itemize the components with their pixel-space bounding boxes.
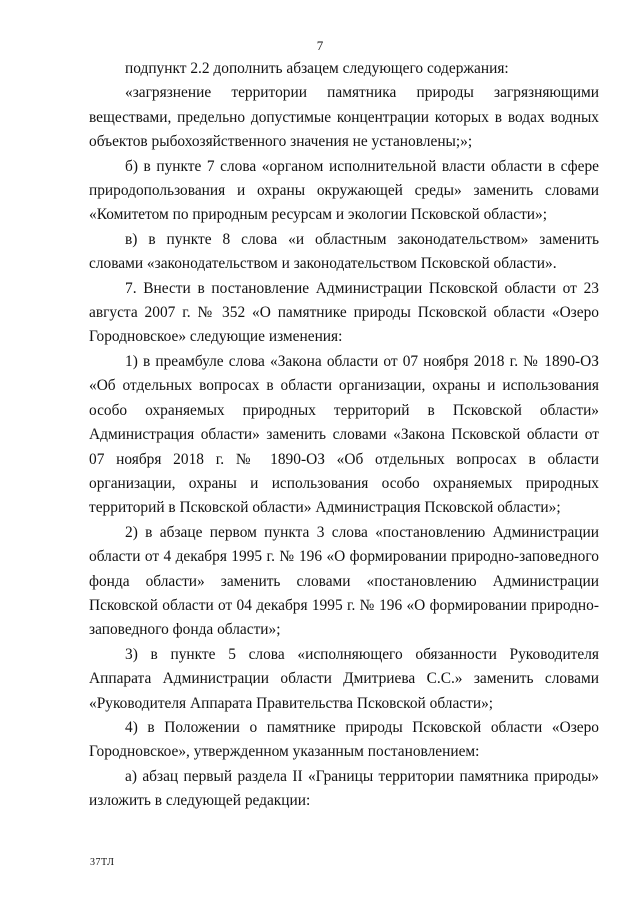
- paragraph-change-2: 2) в абзаце первом пункта 3 слова «постановлению Администрации области от 4 декабря 1995 г. № 196 «О формировании природно-заповедного фонда области» заменить словами «постановлению Администрации Псковской области от 04 декабря 1995 г. № 196 «О формировании природно-заповедного фонда области»;: [89, 523, 599, 639]
- document-body: [89, 57, 599, 814]
- paragraph-subpoint-2-2: подпункт 2.2 дополнить абзацем следующего содержания:: [125, 60, 509, 77]
- paragraph-item-v: в) в пункте 8 слова «и областным законодательством» заменить словами «законодательством и законодательством Псковской области».: [89, 230, 599, 273]
- paragraph-change-4: 4) в Положении о памятнике природы Псковской области «Озеро Городновское», утвержденном указанным постановлением:: [89, 718, 599, 761]
- paragraph-pollution-quote: «загрязнение территории памятника природы загрязняющими веществами, предельно допустимые концентрации которых в водах водных объектов рыбохозяйственного значения не установлены;»;: [89, 84, 599, 151]
- footer-code: 37ТЛ: [90, 857, 115, 868]
- paragraph-section-7: 7. Внести в постановление Администрации Псковской области от 23 августа 2007 г. № 352 «О памятнике природы Псковской области «Озеро Городновское» следующие изменения:: [89, 279, 599, 346]
- paragraph-item-b: б) в пункте 7 слова «органом исполнительной власти области в сфере природопользования и охраны окружающей среды» заменить словами «Комитетом по природным ресурсам и экологии Псковской области»;: [89, 157, 599, 224]
- paragraph-item-a: а) абзац первый раздела II «Границы территории памятника природы» изложить в следующей редакции:: [89, 767, 599, 810]
- page-number: 7: [316, 38, 324, 53]
- paragraph-change-3: 3) в пункте 5 слова «исполняющего обязанности Руководителя Аппарата Администрации области Дмитриева С.С.» заменить словами «Руководителя Аппарата Правительства Псковской области»;: [89, 645, 599, 712]
- paragraph-change-1: 1) в преамбуле слова «Закона области от 07 ноября 2018 г. № 1890-ОЗ «Об отдельных вопросах в области организации, охраны и использования особо охраняемых природных территорий в Псковской области» Администрация области» заменить словами «Закона Псковской области от 07 ноября 2018 г. № 1890-ОЗ «Об отдельных вопросах в области организации, охраны и использования особо охраняемых природных территорий в Псковской области» Администрация Псковской области»;: [89, 352, 599, 517]
